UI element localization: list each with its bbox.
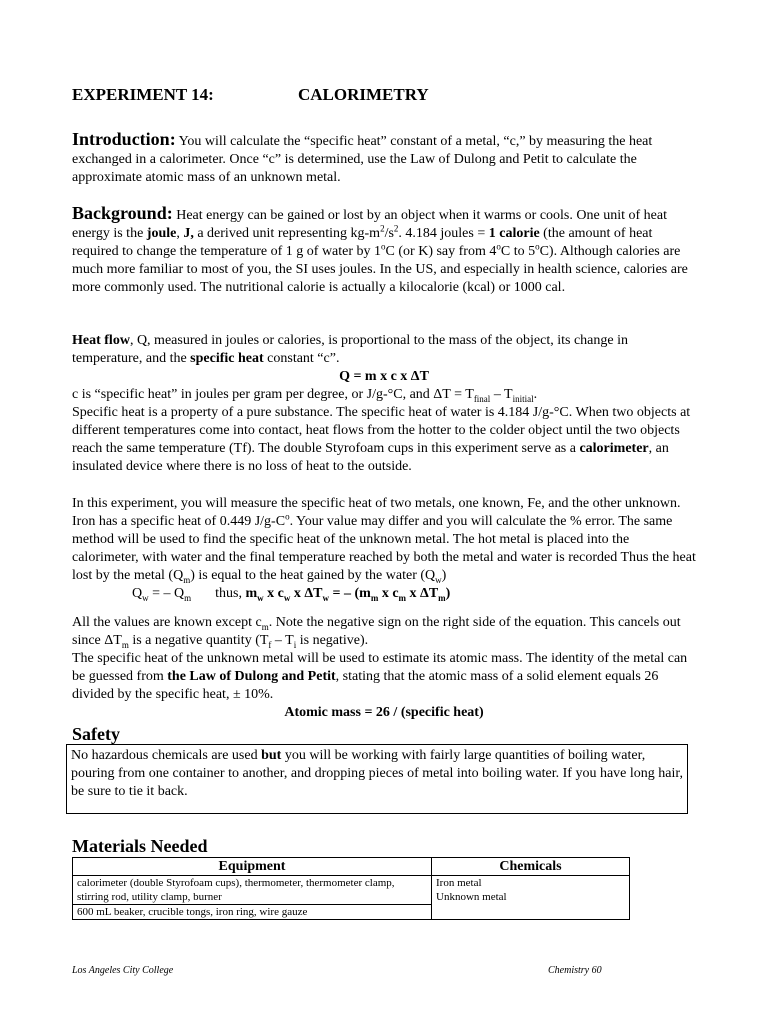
materials-heading-wrap — [72, 836, 696, 857]
introduction-section — [72, 130, 696, 187]
materials-table — [72, 857, 630, 920]
background-section: Background: Heat energy can be gained or lost by an object when it warms or cools. One unit of heat energy is the joule, J, a derived unit representing $kg-m^2/s^2$. 4.184 joules = 1 calorie (the amount of heat required to change the temperature of 1 g of water by 1$^o$C (or K) say from 4$^o$C to 5$^o$C). Although calories are much more familiar to most of you, the SI uses joules. In the US, and especially in health science, calories are more commonly used. The nutritional calorie is actually a kilocalorie (kcal) or 1000 cal. — [72, 203, 688, 295]
known-values-section: All the values are known except $c_m$. Note the negative sign on the right side of the equation. This cancels out since $\Delta T_m$ is a negative quantity ($T_f - T_i$ is negative). The specific heat of the unknown metal will be used to estimate its atomic mass. The identity of the metal can be guessed from the Law of Dulong and Petit, stating that the atomic mass of a solid element equals 26 divided by the specific heat, ± 10%. Atomic mass = 26 / (specific heat) — [72, 614, 696, 722]
table-row — [73, 876, 630, 920]
page-title — [72, 85, 429, 105]
heat-equation: Q = m x c x ΔT — [339, 369, 429, 384]
experiment-topic: CALORIMETRY — [298, 85, 429, 104]
experiment-section: In this experiment, you will measure the specific heat of two metals, one known, Fe, and the other unknown. Iron has a specific heat of 0.449 $J/g-C^o$. Your value may differ and you will calculate the % error. The same method will be used to find the specific heat of the unknown metal. The hot metal is placed into the calorimeter, with water and the final temperature reached by both the metal and water is recorded Thus the heat lost by the metal $(Q_m)$ is equal to the heat gained by the water $(Q_w)$ $Q_w$ = – $Q_m$ thus, $m_w$ x $c_w$ x $\Delta T_w$ = – ($m_m$ x $c_m$ x $\Delta T_m$) — [72, 496, 696, 603]
introduction-heading: Introduction: — [72, 129, 176, 149]
introduction-text: You will calculate the “specific heat” constant of a metal, “c,” by measuring the heat exchanged in a calorimeter. Once “c” is determined, use the Law of Dulong and Petit to calculate the approximate atomic mass of an unknown metal. — [72, 134, 653, 185]
heat-flow-section: Heat flow, Q, measured in joules or calories, is proportional to the mass of the object, its change in temperature, and the specific heat constant “c”. Q = m x c x ΔT c is “specific heat” in joules per gram per degree, or J/g-°C, and $\Delta T = T_{final} - T_{initial}$. Specific heat is a property of a pure substance. The specific heat of water is 4.184 J/g-°C. When two objects at different temperatures come into contact, heat flows from the hotter to the colder object until the two objects reach the same temperature (Tf). The double Styrofoam cups in this experiment serve as a calorimeter, an insulated device where there is no loss of heat to the outside. — [72, 332, 696, 476]
safety-heading-wrap — [72, 724, 696, 745]
chemicals-header: Chemicals — [432, 858, 630, 876]
heat-balance-equation: $Q_w$ = – $Q_m$ thus, $m_w$ x $c_w$ x $\Delta T_w$ = – ($m_m$ x $c_m$ x $\Delta T_m$) — [132, 586, 451, 603]
safety-heading: Safety — [72, 724, 120, 744]
footer-left: Los Angeles City College — [72, 965, 174, 976]
equipment-header: Equipment — [73, 858, 432, 876]
safety-box: No hazardous chemicals are used but you will be working with fairly large quantities of boiling water, pouring from one container to another, and dropping pieces of metal into boiling water. If you have long hair, be sure to tie it back. — [66, 744, 688, 814]
equipment-cell: calorimeter (double Styrofoam cups), thermometer, thermometer clamp, stirring rod, utility clamp, burner 600 mL beaker, crucible tongs, iron ring, wire gauze — [73, 876, 432, 920]
chemicals-cell: Iron metal Unknown metal — [432, 876, 630, 920]
footer-right: Chemistry 60 — [548, 965, 602, 976]
atomic-mass-formula: Atomic mass = 26 / (specific heat) — [284, 705, 484, 720]
experiment-number: EXPERIMENT 14: — [72, 85, 214, 104]
materials-heading: Materials Needed — [72, 836, 208, 856]
background-heading: Background: — [72, 203, 173, 223]
table-header-row — [73, 858, 630, 876]
